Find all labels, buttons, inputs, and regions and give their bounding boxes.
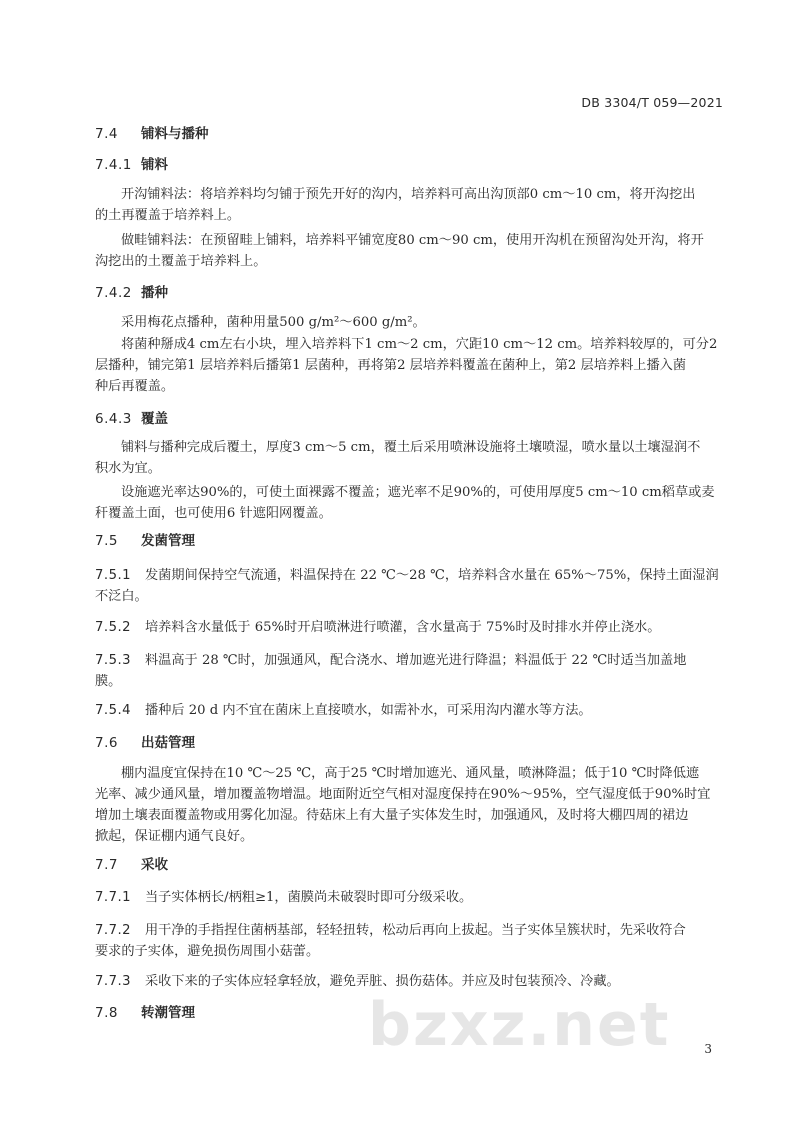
paragraph — [95, 230, 720, 272]
clause-number: 7.5.1 — [95, 568, 132, 583]
clause-number: 7.5.2 — [95, 620, 132, 635]
section-number: 7.4.2 — [95, 285, 132, 301]
text-line: 层播种，铺完第1 层培养料后播第1 层菌种，再将第2 层培养料覆盖在菌种上，第2 层培养料上播入菌 — [95, 358, 687, 373]
section-heading-7-4-2 — [95, 283, 168, 303]
section-heading-7-4-1 — [95, 155, 168, 175]
section-number: 7.4 — [95, 126, 118, 142]
watermark: bzxz.net — [368, 990, 671, 1060]
text-line: 发菌期间保持空气流通，料温保持在 22 ℃～28 ℃，培养料含水量在 65%～75%，保持土面湿润 — [145, 568, 719, 583]
text-line: 光率、减少通风量，增加覆盖物增温。地面附近空气相对湿度保持在90%～95%，空气湿度低于90%时宜 — [95, 787, 711, 802]
text-line: 棚内温度宜保持在10 ℃～25 ℃，高于25 ℃时增加遮光、通风量，喷淋降温；低于10 ℃时降低遮 — [121, 766, 700, 781]
text-line: 用干净的手指捏住菌柄基部，轻轻扭转，松动后再向上拔起。当子实体呈簇状时，先采收符合 — [145, 923, 686, 938]
section-title: 采收 — [141, 857, 168, 873]
section-title: 出菇管理 — [141, 735, 195, 751]
section-title: 转潮管理 — [141, 1005, 195, 1021]
paragraph — [95, 184, 720, 226]
text-line: 播种后 20 d 内不宜在菌床上直接喷水，如需补水，可采用沟内灌水等方法。 — [145, 703, 592, 718]
clause-number: 7.7.3 — [95, 974, 132, 989]
text-line: 做畦铺料法：在预留畦上铺料，培养料平铺宽度80 cm～90 cm，使用开沟机在预留沟处开沟，将开 — [121, 233, 704, 248]
text-line: 不泛白。 — [95, 589, 148, 604]
section-number: 6.4.3 — [95, 411, 132, 427]
text-line: 要求的子实体，避免损伤周围小菇蕾。 — [95, 944, 320, 959]
text-line: 当子实体柄长/柄粗≥1，菌膜尚未破裂时即可分级采收。 — [145, 890, 473, 905]
standard-code: DB 3304/T 059—2021 — [581, 95, 723, 110]
clause-7-7-3 — [95, 971, 720, 992]
text-line: 的土再覆盖于培养料上。 — [95, 208, 241, 223]
clause-7-5-3 — [95, 650, 720, 692]
section-heading-7-6 — [95, 733, 195, 753]
paragraph — [95, 763, 720, 847]
section-title: 铺料与播种 — [141, 126, 209, 142]
text-line: 将菌种掰成4 cm左右小块，埋入培养料下1 cm～2 cm，穴距10 cm～12 cm。培养料较厚的，可分2 — [121, 337, 718, 352]
clause-number: 7.7.1 — [95, 890, 132, 905]
text-line: 秆覆盖土面，也可使用6 针遮阳网覆盖。 — [95, 506, 332, 521]
section-title: 覆盖 — [141, 411, 168, 427]
clause-number: 7.5.3 — [95, 653, 132, 668]
clause-7-5-2 — [95, 617, 720, 638]
section-number: 7.7 — [95, 857, 118, 873]
section-number: 7.8 — [95, 1005, 118, 1021]
text-line: 采收下来的子实体应轻拿轻放，避免弄脏、损伤菇体。并应及时包装预冷、冷藏。 — [145, 974, 620, 989]
section-heading-7-7 — [95, 855, 168, 875]
section-title: 铺料 — [141, 157, 168, 173]
section-number: 7.4.1 — [95, 157, 132, 173]
section-heading-6-4-3 — [95, 409, 168, 429]
paragraph — [95, 312, 720, 333]
section-number: 7.5 — [95, 533, 118, 549]
clause-number: 7.7.2 — [95, 923, 132, 938]
text-line: 掀起，保证棚内通气良好。 — [95, 829, 254, 844]
text-line: 膜。 — [95, 674, 122, 689]
text-line: 设施遮光率达90%的，可使土面裸露不覆盖；遮光率不足90%的，可使用厚度5 cm～10 cm稻草或麦 — [121, 485, 715, 500]
text-line: 采用梅花点播种，菌种用量500 g/m²～600 g/m²。 — [121, 315, 426, 330]
paragraph — [95, 482, 720, 524]
paragraph — [95, 437, 720, 479]
clause-7-7-2 — [95, 920, 720, 962]
section-heading-7-8 — [95, 1003, 195, 1023]
clause-number: 7.5.4 — [95, 703, 132, 718]
text-line: 料温高于 28 ℃时，加强通风，配合浇水、增加遮光进行降温；料温低于 22 ℃时适当加盖地 — [145, 653, 687, 668]
section-title: 发菌管理 — [141, 533, 195, 549]
text-line: 铺料与播种完成后覆土，厚度3 cm～5 cm，覆土后采用喷淋设施将土壤喷湿，喷水量以土壤湿润不 — [121, 440, 701, 455]
clause-7-7-1 — [95, 887, 720, 908]
text-line: 沟挖出的土覆盖于培养料上。 — [95, 254, 267, 269]
section-title: 播种 — [141, 285, 168, 301]
clause-7-5-4 — [95, 700, 720, 721]
section-heading-7-5 — [95, 531, 195, 551]
paragraph — [95, 334, 720, 397]
text-line: 开沟铺料法：将培养料均匀铺于预先开好的沟内，培养料可高出沟顶部0 cm～10 cm，将开沟挖出 — [121, 187, 696, 202]
section-number: 7.6 — [95, 735, 118, 751]
text-line: 积水为宜。 — [95, 461, 161, 476]
page-number: 3 — [704, 1042, 712, 1056]
text-line: 培养料含水量低于 65%时开启喷淋进行喷灌，含水量高于 75%时及时排水并停止浇水。 — [145, 620, 661, 635]
section-heading-7-4 — [95, 124, 209, 144]
text-line: 种后再覆盖。 — [95, 379, 175, 394]
text-line: 增加土壤表面覆盖物或用雾化加湿。待菇床上有大量子实体发生时，加强通风，及时将大棚四周的裙边 — [95, 808, 689, 823]
clause-7-5-1 — [95, 565, 720, 607]
